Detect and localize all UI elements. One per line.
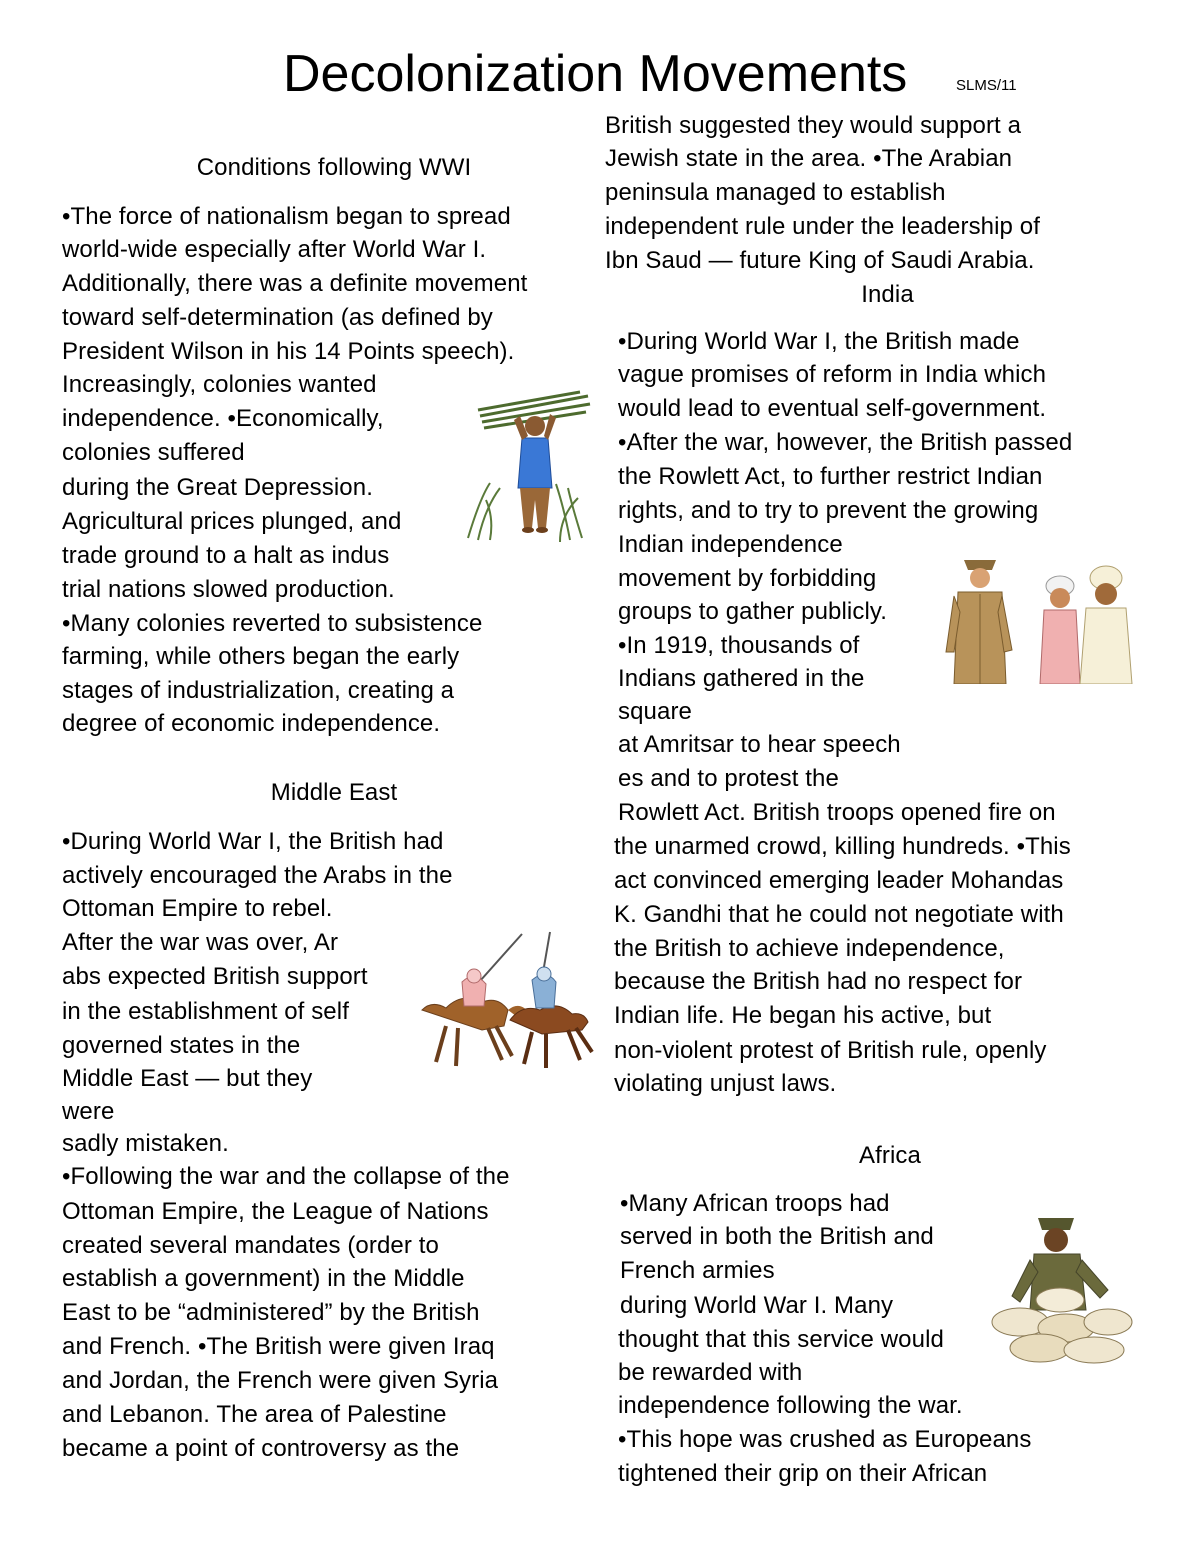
text-line: would lead to eventual self-government.: [618, 395, 1047, 422]
text-line: trial nations slowed production.: [62, 576, 395, 603]
text-line: Indians gathered in the: [618, 665, 865, 692]
text-line: •After the war, however, the British passed: [618, 429, 1073, 456]
text-line: during World War I. Many: [620, 1292, 894, 1319]
text-line: •Many colonies reverted to subsistence: [62, 610, 483, 637]
text-line: and Lebanon. The area of Palestine: [62, 1401, 447, 1428]
text-line: degree of economic independence.: [62, 710, 441, 737]
text-line: actively encouraged the Arabs in the: [62, 862, 453, 889]
text-line: independent rule under the leadership of: [605, 213, 1040, 240]
text-line: farming, while others began the early: [62, 643, 460, 670]
text-line: Ottoman Empire to rebel.: [62, 895, 333, 922]
text-line: trade ground to a halt as indus: [62, 542, 390, 569]
text-line: world-wide especially after World War I.: [62, 236, 487, 263]
text-line: •The force of nationalism began to spread: [62, 203, 511, 230]
text-line: es and to protest the: [618, 765, 839, 792]
text-line: governed states in the: [62, 1032, 301, 1059]
text-line: •In 1919, thousands of: [618, 632, 860, 659]
text-line: created several mandates (order to: [62, 1232, 439, 1259]
text-line: peninsula managed to establish: [605, 179, 946, 206]
farmer-illustration: [460, 388, 595, 543]
text-line: thought that this service would: [618, 1326, 944, 1353]
text-line: served in both the British and: [620, 1223, 934, 1250]
camel-riders-illustration: [412, 930, 597, 1070]
text-line: independence. •Economically,: [62, 405, 384, 432]
text-line: Increasingly, colonies wanted: [62, 371, 377, 398]
text-line: toward self-determination (as defined by: [62, 304, 493, 331]
text-line: tightened their grip on their African: [618, 1460, 988, 1487]
text-line: stages of industrialization, creating a: [62, 677, 455, 704]
text-line: Indian life. He began his active, but: [614, 1002, 992, 1029]
text-line: Additionally, there was a definite movement: [62, 270, 528, 297]
text-line: •Following the war and the collapse of the: [62, 1163, 510, 1190]
text-line: establish a government) in the Middle: [62, 1265, 465, 1292]
text-line: East to be “administered” by the British: [62, 1299, 480, 1326]
text-line: the British to achieve independence,: [614, 935, 1005, 962]
text-line: square: [618, 698, 692, 725]
text-line: •During World War I, the British made: [618, 328, 1020, 355]
page-title: Decolonization Movements: [283, 45, 908, 103]
text-line: After the war was over, Ar: [62, 929, 339, 956]
text-line: French armies: [620, 1257, 775, 1284]
text-line: were: [62, 1098, 115, 1125]
text-line: K. Gandhi that he could not negotiate with: [614, 901, 1064, 928]
text-line: Ottoman Empire, the League of Nations: [62, 1198, 489, 1225]
text-line: President Wilson in his 14 Points speech).: [62, 338, 515, 365]
text-line: because the British had no respect for: [614, 968, 1023, 995]
text-line: groups to gather publicly.: [618, 598, 887, 625]
text-line: be rewarded with: [618, 1359, 803, 1386]
text-line: and Jordan, the French were given Syria: [62, 1367, 499, 1394]
text-line: Agricultural prices plunged, and: [62, 508, 402, 535]
text-line: British suggested they would support a: [605, 112, 1022, 139]
soldier-sacks-illustration: [990, 1210, 1135, 1365]
section-heading-conditions: Conditions following WWI: [196, 154, 472, 181]
text-line: the unarmed crowd, killing hundreds. •This: [614, 833, 1071, 860]
text-line: sadly mistaken.: [62, 1130, 229, 1157]
section-heading-africa: Africa: [859, 1142, 921, 1169]
text-line: Ibn Saud — future King of Saudi Arabia.: [605, 247, 1035, 274]
text-line: Middle East — but they: [62, 1065, 313, 1092]
text-line: abs expected British support: [62, 963, 368, 990]
india-figures-illustration: [940, 552, 1135, 684]
text-line: vague promises of reform in India which: [618, 361, 1047, 388]
text-line: movement by forbidding: [618, 565, 877, 592]
section-heading-middle-east: Middle East: [270, 779, 398, 806]
text-line: Indian independence: [618, 531, 843, 558]
text-line: •Many African troops had: [620, 1190, 890, 1217]
text-line: violating unjust laws.: [614, 1070, 837, 1097]
text-line: in the establishment of self: [62, 998, 349, 1025]
text-line: act convinced emerging leader Mohandas: [614, 867, 1064, 894]
text-line: •During World War I, the British had: [62, 828, 444, 855]
text-line: non-violent protest of British rule, openly: [614, 1037, 1047, 1064]
text-line: rights, and to try to prevent the growing: [618, 497, 1039, 524]
text-line: Rowlett Act. British troops opened fire on: [618, 799, 1056, 826]
text-line: •This hope was crushed as Europeans: [618, 1426, 1032, 1453]
text-line: became a point of controversy as the: [62, 1435, 460, 1462]
text-line: independence following the war.: [618, 1392, 963, 1419]
text-line: colonies suffered: [62, 439, 245, 466]
text-line: at Amritsar to hear speech: [618, 731, 901, 758]
text-line: during the Great Depression.: [62, 474, 373, 501]
course-code: SLMS/11: [956, 77, 1017, 94]
section-heading-india: India: [861, 281, 914, 308]
text-line: the Rowlett Act, to further restrict Indian: [618, 463, 1043, 490]
text-line: and French. •The British were given Iraq: [62, 1333, 495, 1360]
text-line: Jewish state in the area. •The Arabian: [605, 145, 1013, 172]
